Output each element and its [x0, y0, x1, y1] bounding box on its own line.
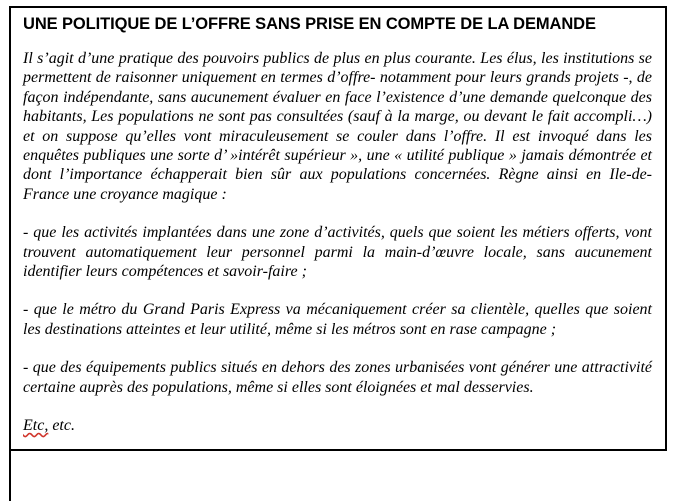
bullet-paragraph-activities: - que les activités implantées dans une zone d’activités, quels que soient les métiers offerts, vont trouvent automatiquement leur personnel parmi la main-d’œuvre locale, sans aucunement identifier leurs compétences et savoir-faire ;: [23, 224, 652, 281]
page-edge-line: [9, 451, 11, 501]
closing-rest: etc.: [48, 417, 75, 435]
bullet-paragraph-equipments: - que des équipements publics situés en dehors des zones urbanisées vont générer une attractivité certaine auprès des populations, même si elles sont éloignées et mal desservies.: [23, 359, 652, 396]
text-box: [9, 6, 667, 451]
intro-paragraph: Il s’agit d’une pratique des pouvoirs publics de plus en plus courante. Les élus, les institutions se permettent de raisonner uniquement en termes d’offre- notamment pour leurs grands projets -, de façon indépendante, sans aucunement évaluer en face l’existence d’une demande quelconque des habitants, Les populations ne sont pas consultées (sauf à la marge, ou devant le fait accompli…) et on suppose qu’elles vont miraculeusement se couler dans l’offre. Il est invoqué dans les enquêtes publiques une sorte d’ »intérêt supérieur », une « utilité publique » jamais démontrée et dont l’importance échapperait bien sûr aux populations concernées. Règne ainsi en Ile-de-France une croyance magique :: [23, 50, 652, 203]
document-title: UNE POLITIQUE DE L’OFFRE SANS PRISE EN COMPTE DE LA DEMANDE: [23, 15, 596, 33]
bullet-paragraph-metro: - que le métro du Grand Paris Express va mécaniquement créer sa clientèle, quelles que soient les destinations atteintes et leur utilité, même si les métros sont en rase campagne ;: [23, 301, 652, 338]
closing-paragraph: [23, 416, 652, 435]
spellcheck-flagged-word: Etc,: [23, 417, 49, 435]
